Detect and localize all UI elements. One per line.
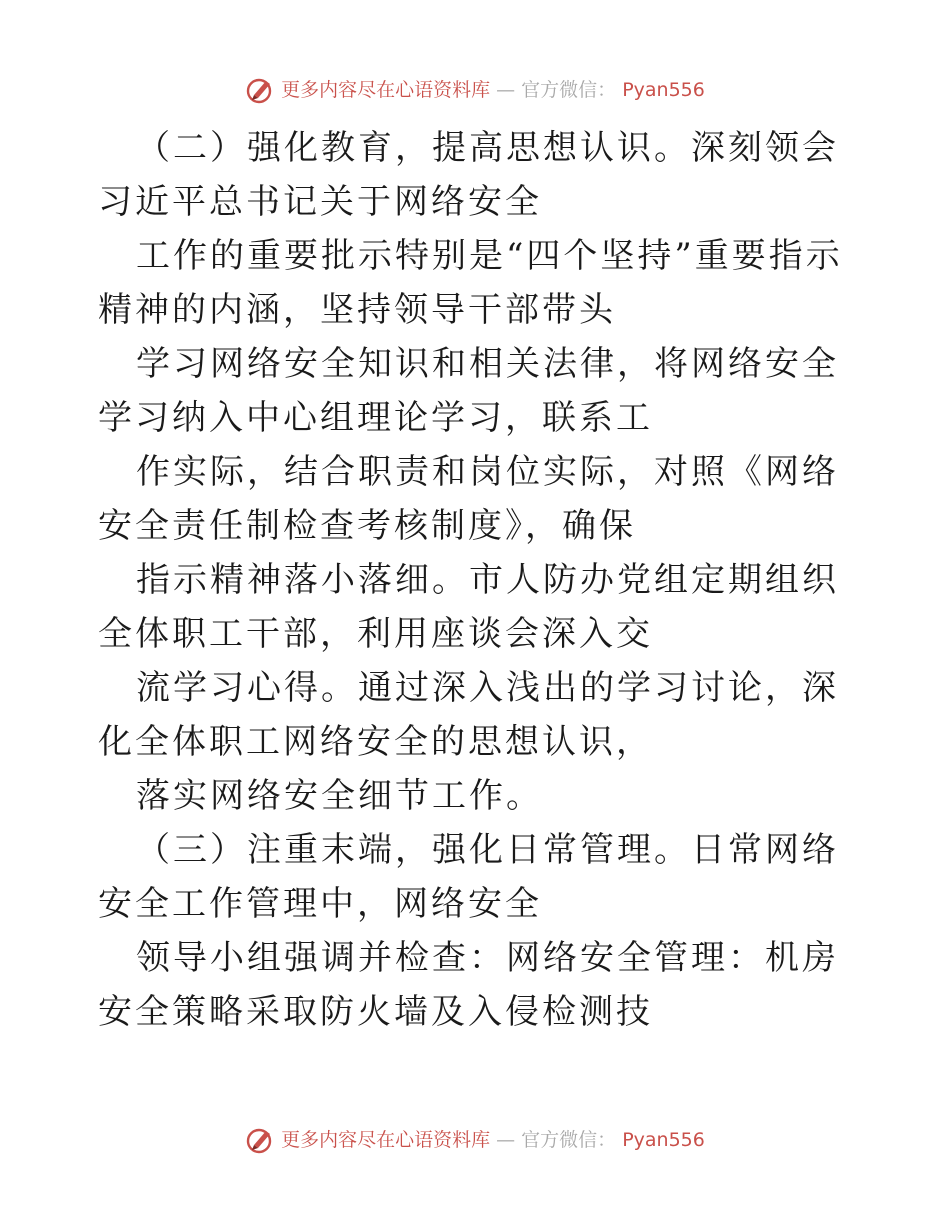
pen-logo-icon <box>245 1125 275 1155</box>
paragraph: 领导小组强调并检查：网络安全管理：机房安全策略采取防火墙及入侵检测技 <box>98 938 839 1032</box>
watermark-dash: — <box>496 79 516 101</box>
paragraph: 工作的重要批示特别是“四个坚持”重要指示精神的内涵，坚持领导干部带头 <box>98 236 843 330</box>
watermark-brand: 更多内容尽在心语资料库 <box>281 1129 491 1151</box>
paragraph: 作实际，结合职责和岗位实际，对照《网络安全责任制检查考核制度》，确保 <box>98 452 839 546</box>
watermark-id: Pyan556 <box>622 1129 705 1151</box>
watermark-dash: — <box>496 1129 516 1151</box>
paragraph: 流学习心得。通过深入浅出的学习讨论，深化全体职工网络安全的思想认识， <box>98 668 839 762</box>
paragraph: （三）注重末端，强化日常管理。日常网络安全工作管理中，网络安全 <box>98 830 839 924</box>
watermark-id: Pyan556 <box>622 79 705 101</box>
document-body <box>98 121 858 1039</box>
watermark-label: 官方微信： <box>521 1129 617 1151</box>
watermark-brand: 更多内容尽在心语资料库 <box>281 79 491 101</box>
paragraph: 指示精神落小落细。市人防办党组定期组织全体职工干部，利用座谈会深入交 <box>98 560 839 654</box>
watermark-footer <box>0 1125 950 1155</box>
paragraph: 落实网络安全细节工作。 <box>136 776 543 816</box>
pen-logo-icon <box>245 75 275 105</box>
watermark-label: 官方微信： <box>521 79 617 101</box>
watermark-header <box>0 75 950 105</box>
paragraph: 学习网络安全知识和相关法律，将网络安全学习纳入中心组理论学习，联系工 <box>98 344 839 438</box>
paragraph: （二）强化教育，提高思想认识。深刻领会习近平总书记关于网络安全 <box>98 128 839 222</box>
